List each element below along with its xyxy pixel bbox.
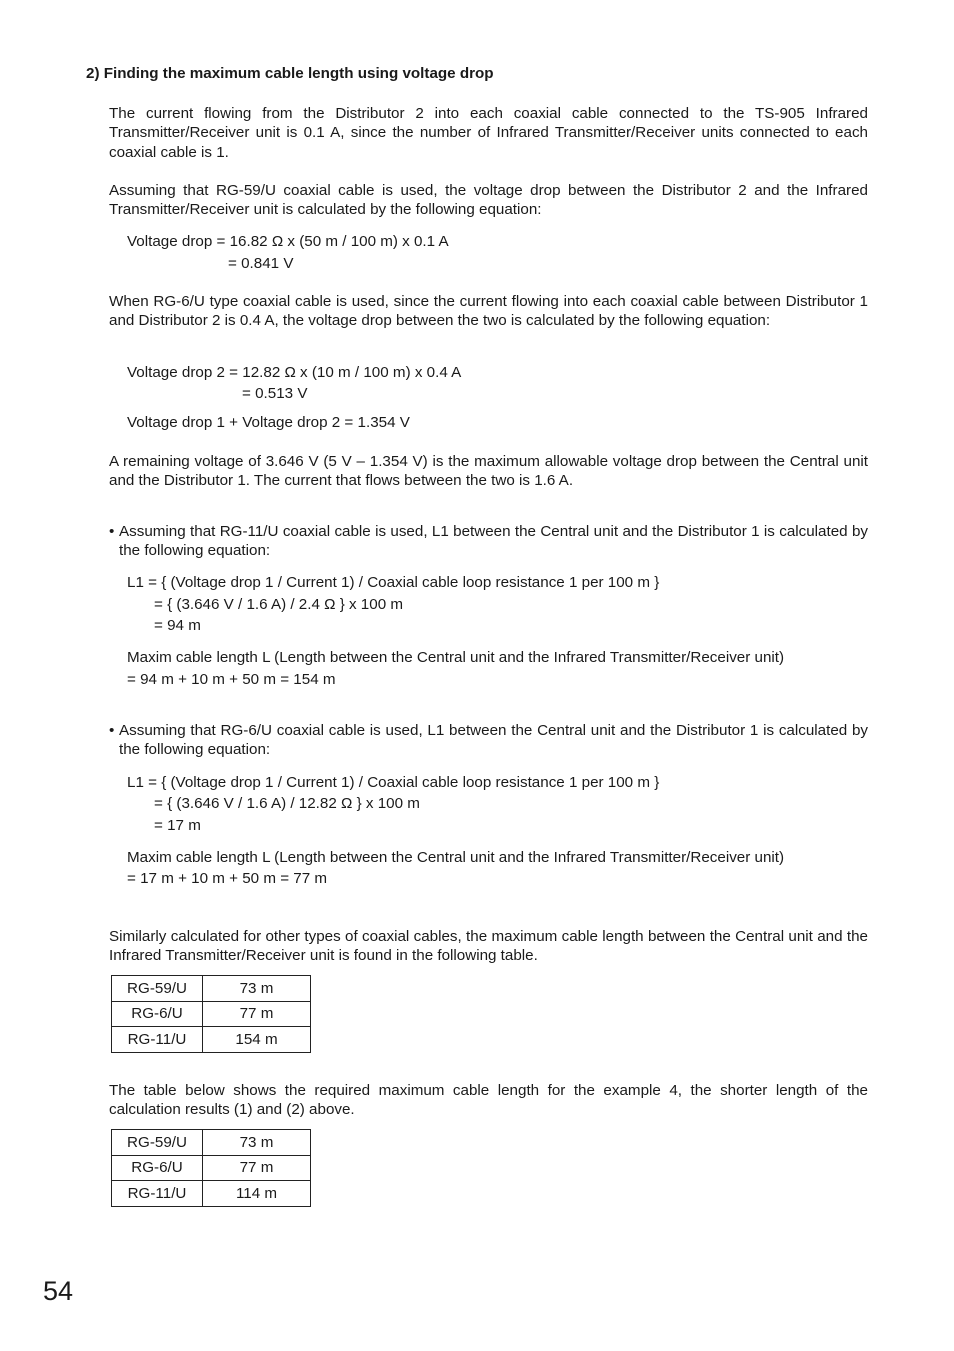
section-heading: 2) Finding the maximum cable length using voltage drop [86, 65, 494, 82]
table-row [112, 1181, 311, 1207]
page-number: 54 [43, 1276, 74, 1306]
table-cell-length: 73 m [203, 976, 311, 1002]
equation-voltage-drop2-line1: Voltage drop 2 = 12.82 Ω x (10 m / 100 m) x 0.4 A [127, 364, 462, 381]
table-cell-cable: RG-11/U [112, 1027, 203, 1053]
table-cell-length: 154 m [203, 1027, 311, 1053]
equation-voltage-drop-sum: Voltage drop 1 + Voltage drop 2 = 1.354 V [127, 414, 410, 431]
table-row [112, 1001, 311, 1027]
bullet-rg11-l1-result: = 94 m [154, 617, 201, 634]
paragraph-required-length: The table below shows the required maximum cable length for the example 4, the shorter length of the calculation results (1) and (2) above. [109, 1082, 868, 1119]
bullet-rg6-max-label: Maxim cable length L (Length between the Central unit and the Infrared Transmitter/Receiver unit) [127, 849, 785, 866]
table-cell-length: 77 m [203, 1155, 311, 1181]
bullet-rg6-text: Assuming that RG-6/U coaxial cable is used, L1 between the Central unit and the Distributor 1 is calculated by the following equation: [119, 722, 868, 759]
bullet-rg6-l1-formula: L1 = { (Voltage drop 1 / Current 1) / Coaxial cable loop resistance 1 per 100 m } [127, 774, 660, 791]
bullet-rg6-max-result: = 17 m + 10 m + 50 m = 77 m [127, 870, 328, 887]
table-cell-cable: RG-11/U [112, 1181, 203, 1207]
equation-voltage-drop-line2: = 0.841 V [228, 255, 294, 272]
paragraph-rg59-assumption: Assuming that RG-59/U coaxial cable is used, the voltage drop between the Distributor 2 and the Infrared Transmitter/Receiver unit is calculated by the following equation: [109, 182, 868, 219]
table-row [112, 1027, 311, 1053]
bullet-marker: • [109, 523, 115, 540]
paragraph-remaining-voltage: A remaining voltage of 3.646 V (5 V – 1.354 V) is the maximum allowable voltage drop between the Central unit and the Distributor 1. The current that flows between the two is 1.6 A. [109, 453, 868, 490]
bullet-rg11-l1-values: = { (3.646 V / 1.6 A) / 2.4 Ω } x 100 m [154, 596, 404, 613]
table-cell-cable: RG-6/U [112, 1155, 203, 1181]
table-row [112, 976, 311, 1002]
paragraph-rg6-type: When RG-6/U type coaxial cable is used, since the current flowing into each coaxial cable between Distributor 1 and Distributor 2 is 0.4 A, the voltage drop between the two is calculated by the following equation: [109, 293, 868, 330]
table-row [112, 1155, 311, 1181]
required-length-table [111, 1129, 311, 1207]
table-cell-cable: RG-6/U [112, 1001, 203, 1027]
bullet-rg11-l1-formula: L1 = { (Voltage drop 1 / Current 1) / Coaxial cable loop resistance 1 per 100 m } [127, 574, 660, 591]
paragraph-current: The current flowing from the Distributor 2 into each coaxial cable connected to the TS-905 Infrared Transmitter/Receiver unit is 0.1 A, since the number of Infrared Transmitter/Receiver units connected to each coaxial cable is 1. [109, 105, 868, 161]
bullet-rg11-text: Assuming that RG-11/U coaxial cable is used, L1 between the Central unit and the Distributor 1 is calculated by the following equation: [119, 523, 868, 560]
equation-voltage-drop-line1: Voltage drop = 16.82 Ω x (50 m / 100 m) x 0.1 A [127, 233, 449, 250]
bullet-rg11-max-label: Maxim cable length L (Length between the Central unit and the Infrared Transmitter/Receiver unit) [127, 649, 785, 666]
table-cell-length: 77 m [203, 1001, 311, 1027]
table-cell-cable: RG-59/U [112, 1130, 203, 1156]
table-cell-length: 114 m [203, 1181, 311, 1207]
max-length-table [111, 975, 311, 1053]
paragraph-similarly-calculated: Similarly calculated for other types of coaxial cables, the maximum cable length between the Central unit and the Infrared Transmitter/Receiver unit is found in the following table. [109, 928, 868, 965]
bullet-rg6-l1-result: = 17 m [154, 817, 201, 834]
bullet-rg6-l1-values: = { (3.646 V / 1.6 A) / 12.82 Ω } x 100 m [154, 795, 420, 812]
table-cell-cable: RG-59/U [112, 976, 203, 1002]
table-cell-length: 73 m [203, 1130, 311, 1156]
bullet-marker: • [109, 722, 115, 739]
equation-voltage-drop2-line2: = 0.513 V [242, 385, 308, 402]
table-row [112, 1130, 311, 1156]
bullet-rg11-max-result: = 94 m + 10 m + 50 m = 154 m [127, 671, 336, 688]
